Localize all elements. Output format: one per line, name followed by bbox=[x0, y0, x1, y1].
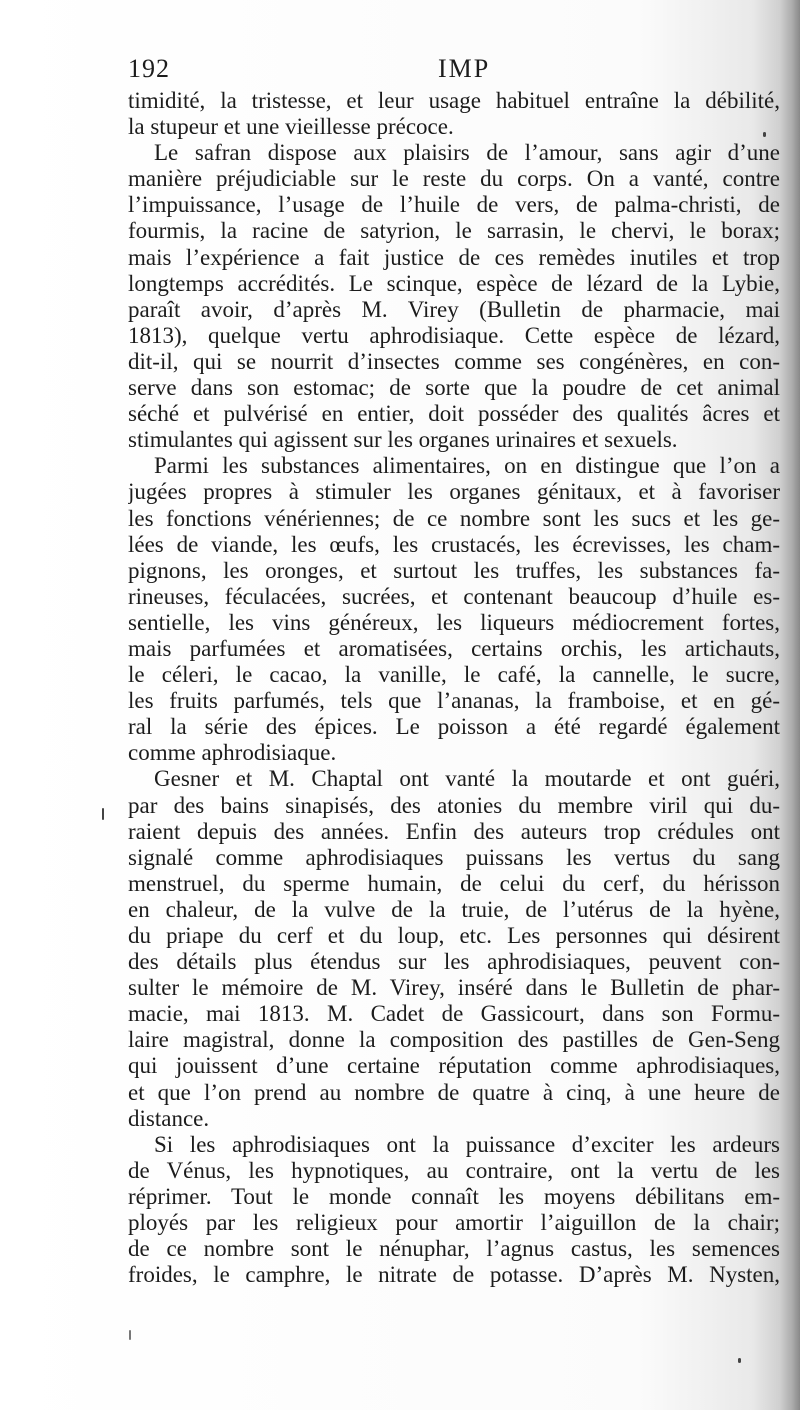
text-line: Parmi les substances alimentaires, on en distingue que l’on a bbox=[154, 453, 780, 479]
text-line: par des bains sinapisés, des atonies du membre viril qui du- bbox=[128, 792, 780, 818]
text-line: sulter le mémoire de M. Virey, inséré dans le Bulletin de phar- bbox=[128, 975, 780, 1001]
text-line: serve dans son estomac; de sorte que la poudre de cet animal bbox=[128, 375, 780, 401]
ink-speck bbox=[763, 132, 766, 137]
text-line: de ce nombre sont le nénuphar, l’agnus castus, les semences bbox=[128, 1236, 780, 1262]
text-line: lées de viande, les œufs, les crustacés, les écrevisses, les cham- bbox=[128, 531, 780, 557]
text-line: paraît avoir, d’après M. Virey (Bulletin de pharmacie, mai bbox=[128, 296, 780, 322]
text-line: le céleri, le cacao, la vanille, le café, la cannelle, le sucre, bbox=[128, 662, 780, 688]
text-line: ployés par les religieux pour amortir l’aiguillon de la chair; bbox=[128, 1210, 780, 1236]
text-line: mais l’expérience a fait justice de ces remèdes inutiles et trop bbox=[128, 244, 780, 270]
text-line: rineuses, féculacées, sucrées, et contenant beaucoup d’huile es- bbox=[128, 583, 780, 609]
text-line: raient depuis des années. Enfin des auteurs trop crédules ont bbox=[128, 818, 780, 844]
page-edge-shadow bbox=[780, 0, 800, 1410]
page-header bbox=[128, 52, 780, 88]
text-line: froides, le camphre, le nitrate de potasse. D’après M. Nysten, bbox=[128, 1262, 780, 1288]
text-line: les fonctions vénériennes; de ce nombre sont les sucs et les ge- bbox=[128, 505, 780, 531]
text-line: fourmis, la racine de satyrion, le sarrasin, le chervi, le borax; bbox=[128, 218, 780, 244]
text-line: macie, mai 1813. M. Cadet de Gassicourt, dans son Formu- bbox=[128, 1001, 780, 1027]
text-line: ral la série des épices. Le poisson a été regardé également bbox=[128, 714, 780, 740]
text-line: pignons, les oronges, et surtout les truffes, les substances fa- bbox=[128, 557, 780, 583]
text-line: menstruel, du sperme humain, de celui du cerf, du hérisson bbox=[128, 870, 780, 896]
text-line: distance. bbox=[128, 1105, 210, 1131]
text-line: comme aphrodisiaque. bbox=[128, 740, 337, 766]
text-line: laire magistral, donne la composition des pastilles de Gen-Seng bbox=[128, 1027, 780, 1053]
text-line: Gesner et M. Chaptal ont vanté la moutarde et ont guéri, bbox=[154, 766, 780, 792]
ink-speck bbox=[129, 1330, 131, 1340]
text-line: dit-il, qui se nourrit d’insectes comme ses congénères, en con- bbox=[128, 348, 780, 374]
ink-speck bbox=[102, 808, 104, 820]
text-line: longtemps accrédités. Le scinque, espèce de lézard de la Lybie, bbox=[128, 270, 780, 296]
body-text bbox=[128, 88, 780, 1288]
text-line: 1813), quelque vertu aphrodisiaque. Cette espèce de lézard, bbox=[128, 322, 780, 348]
text-line: l’impuissance, l’usage de l’huile de vers, de palma-christi, de bbox=[128, 192, 780, 218]
text-line: Si les aphrodisiaques ont la puissance d’exciter les ardeurs bbox=[154, 1131, 780, 1157]
text-line: signalé comme aphrodisiaques puissans les vertus du sang bbox=[128, 844, 780, 870]
text-line: Le safran dispose aux plaisirs de l’amour, sans agir d’une bbox=[154, 140, 780, 166]
text-line: séché et pulvérisé en entier, doit posséder des qualités âcres et bbox=[128, 401, 780, 427]
text-line: en chaleur, de la vulve de la truie, de l’utérus de la hyène, bbox=[128, 896, 780, 922]
text-line: et que l’on prend au nombre de quatre à cinq, à une heure de bbox=[128, 1079, 780, 1105]
text-line: manière préjudiciable sur le reste du corps. On a vanté, contre bbox=[128, 166, 780, 192]
ink-speck bbox=[738, 1358, 741, 1363]
text-line: stimulantes qui agissent sur les organes urinaires et sexuels. bbox=[128, 427, 678, 453]
text-line: de Vénus, les hypnotiques, au contraire, ont la vertu de les bbox=[128, 1157, 780, 1183]
text-line: du priape du cerf et du loup, etc. Les personnes qui désirent bbox=[128, 923, 780, 948]
text-line: jugées propres à stimuler les organes génitaux, et à favoriser bbox=[128, 479, 780, 505]
running-head: IMP bbox=[438, 54, 491, 83]
text-line: des détails plus étendus sur les aphrodisiaques, peuvent con- bbox=[128, 949, 780, 975]
text-line: les fruits parfumés, tels que l’ananas, la framboise, et en gé- bbox=[128, 688, 780, 714]
page-number: 192 bbox=[128, 54, 170, 83]
text-line: mais parfumées et aromatisées, certains orchis, les artichauts, bbox=[128, 635, 780, 661]
text-line: timidité, la tristesse, et leur usage habituel entraîne la débilité, bbox=[128, 88, 780, 113]
text-line: sentielle, les vins généreux, les liqueurs médiocrement fortes, bbox=[128, 609, 780, 635]
text-line: réprimer. Tout le monde connaît les moyens débilitans em- bbox=[128, 1183, 780, 1209]
text-line: qui jouissent d’une certaine réputation comme aphrodisiaques, bbox=[128, 1053, 780, 1079]
text-line: la stupeur et une vieillesse précoce. bbox=[128, 114, 454, 140]
